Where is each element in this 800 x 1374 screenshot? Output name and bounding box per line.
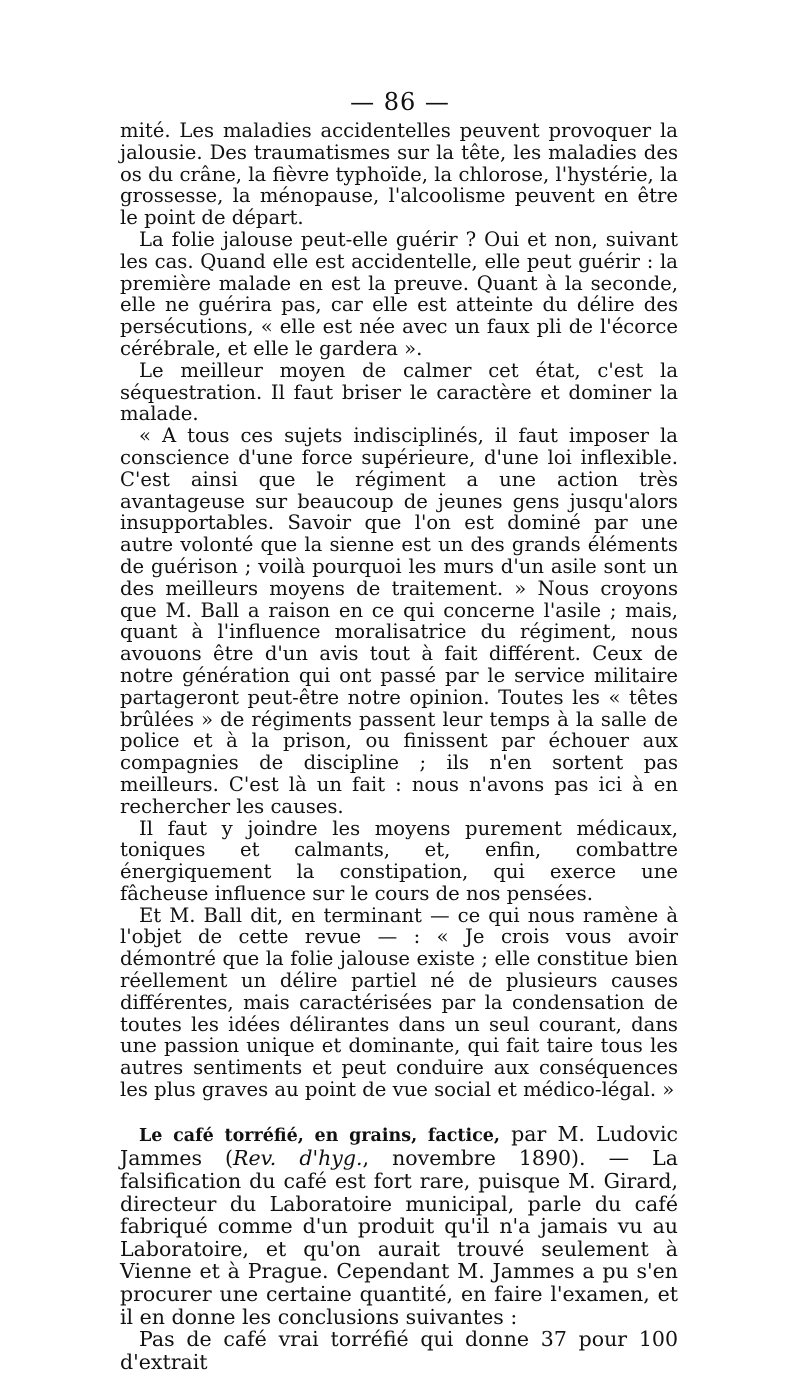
paragraph: « A tous ces sujets indisciplinés, il faut imposer la conscience d'une force supérieure, d'une loi inflexible. C'est ainsi que le régiment a une action très avantageuse sur beaucoup de jeunes gens jusqu'alors insupportables. Savoir que l'on est dominé par une autre volonté que la sienne est un des grands éléments de guérison ; voilà pourquoi les murs d'un asile sont un des meilleurs moyens de traitement. » Nous croyons que M. Ball a raison en ce qui concerne l'asile ; mais, quant à l'influence moralisatrice du régiment, nous avouons être d'un avis tout à fait différent. Ceux de notre génération qui ont passé par le service militaire partageront peut-être notre opinion. Toutes les « têtes brûlées » de régiments passent leur temps à la salle de police et à la prison, ou finissent par échouer aux compagnies de discipline ; ils n'en sortent pas meilleurs. C'est là un fait : nous n'avons pas ici à en rechercher les causes. [120,424,678,818]
article-body: , novembre 1890). — La falsification du café est fort rare, puisque M. Girard, directeur du Laboratoire municipal, parle du café fabriqué comme d'un produit qu'il n'a jamais vu au Laboratoire, et qu'on aurait trouvé seulement à Vienne et à Prague. Cependant M. Jammes a pu s'en procurer une certaine quantité, en faire l'examen, et il en donne les conclusions suivantes : [120,1146,678,1329]
paragraph: mité. Les maladies accidentelles peuvent provoquer la jalousie. Des traumatismes sur la tête, les maladies des os du crâne, la fièvre typhoïde, la chlorose, l'hystérie, la grossesse, la ménopause, l'alcoolisme peuvent en être le point de départ. [120,119,678,230]
paragraph: Il faut y joindre les moyens purement médicaux, toniques et calmants, et, enfin, combattre énergiquement la constipation, qui exerce une fâcheuse influence sur le cours de nos pensées. [120,816,678,905]
section-spacer [120,1101,678,1123]
article-journal: Rev. d'hyg. [233,1146,363,1171]
article-paragraph [120,1123,678,1328]
page-text [120,120,678,1373]
article-author: par M. Ludovic Jammes ( [120,1121,678,1171]
page-number: — 86 — [350,88,450,116]
paragraph: Le meilleur moyen de calmer cet état, c'est la séquestration. Il faut briser le caractère et dominer la malade. [120,358,678,426]
article-title: Le café torréfié, en grains, factice, [139,1125,501,1146]
paragraph: Et M. Ball dit, en terminant — ce qui nous ramène à l'objet de cette revue — : « Je crois vous avoir démontré que la folie jalouse existe ; elle constitue bien réellement un délire partiel né de plusieurs causes différentes, mais caractérisées par la condensation de toutes les idées délirantes dans un seul courant, dans une passion unique et dominante, qui fait taire tous les autres sentiments et peut conduire aux conséquences les plus graves au point de vue social et médico-légal. » [120,903,678,1102]
article-last-line: Pas de café vrai torréfié qui donne 37 pour 100 d'extrait [120,1327,678,1374]
paragraph: La folie jalouse peut-elle guérir ? Oui et non, suivant les cas. Quand elle est accidentelle, elle peut guérir : la première malade en est la preuve. Quant à la seconde, elle ne guérira pas, car elle est atteinte du délire des persécutions, « elle est née avec un faux pli de l'écorce cérébrale, et elle le gardera ». [120,227,678,360]
